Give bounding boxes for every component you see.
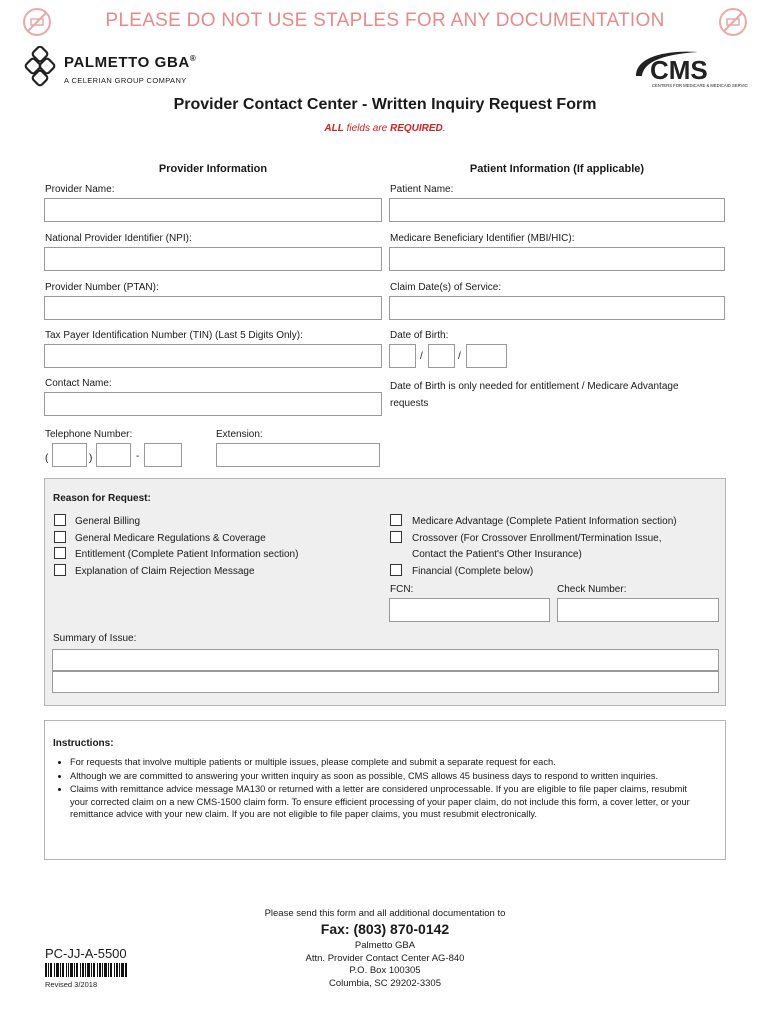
no-staples-banner: PLEASE DO NOT USE STAPLES FOR ANY DOCUMENTATION bbox=[105, 10, 665, 31]
checkbox-financial[interactable] bbox=[390, 564, 402, 576]
palmetto-logo-icon bbox=[24, 46, 60, 88]
ptan-field[interactable] bbox=[44, 296, 382, 320]
instruction-item: • Claims with remittance advice message MA130 or returned with a letter are considered unprocessable. If you are eligible to file paper claims, resubmit your corrected claim on a new CMS-1500 claim form. To ensure efficient processing of your paper claim, do not include this form, a cover letter, or your remittance advice with your new claim. If you are not eligible to file paper claims, you must resubmit electronically. bbox=[70, 783, 706, 821]
dates-of-service-field[interactable] bbox=[389, 296, 725, 320]
instruction-item: • For requests that involve multiple patients or multiple issues, please complete and submit a separate request for each. bbox=[70, 756, 706, 769]
required-note: ALL fields are REQUIRED. bbox=[324, 123, 446, 134]
check-number-label: Check Number: bbox=[557, 584, 627, 595]
patient-name-field[interactable] bbox=[389, 198, 725, 222]
summary-field-line-2[interactable] bbox=[52, 671, 719, 693]
provider-name-field[interactable] bbox=[44, 198, 382, 222]
ptan-label: Provider Number (PTAN): bbox=[45, 282, 159, 293]
fax-number: Fax: (803) 870-0142 bbox=[320, 921, 450, 937]
contact-name-label: Contact Name: bbox=[45, 378, 112, 389]
option-claim-rejection: Explanation of Claim Rejection Message bbox=[75, 566, 255, 577]
phone-open-paren: ( bbox=[45, 453, 49, 464]
svg-text:CMS: CMS bbox=[650, 55, 708, 85]
provider-info-heading: Provider Information bbox=[158, 163, 268, 175]
phone-close-paren: ) bbox=[89, 453, 93, 464]
extension-label: Extension: bbox=[216, 429, 263, 440]
checkbox-general-billing[interactable] bbox=[54, 514, 66, 526]
dob-label: Date of Birth: bbox=[390, 330, 449, 341]
phone-prefix-field[interactable] bbox=[96, 443, 131, 467]
instruction-item: • Although we are committed to answering your written inquiry as soon as possible, CMS allows 45 business days to respond to written inquiries. bbox=[70, 770, 706, 783]
option-crossover: Crossover (For Crossover Enrollment/Termination Issue, bbox=[412, 533, 662, 544]
fcn-label: FCN: bbox=[390, 584, 414, 595]
patient-info-heading: Patient Information (If applicable) bbox=[469, 163, 645, 175]
instructions-list bbox=[56, 756, 706, 822]
dob-month-field[interactable] bbox=[389, 344, 416, 368]
check-number-field[interactable] bbox=[557, 598, 719, 622]
option-general-regulations: General Medicare Regulations & Coverage bbox=[75, 533, 266, 544]
checkbox-claim-rejection[interactable] bbox=[54, 564, 66, 576]
option-crossover-cont: Contact the Patient's Other Insurance) bbox=[412, 549, 582, 560]
barcode-icon bbox=[45, 963, 127, 977]
dob-year-field[interactable] bbox=[466, 344, 507, 368]
cms-logo-icon bbox=[628, 46, 748, 92]
option-entitlement: Entitlement (Complete Patient Information section) bbox=[75, 549, 299, 560]
send-instructions: Please send this form and all additional documentation to bbox=[264, 908, 506, 919]
tin-field[interactable] bbox=[44, 344, 382, 368]
phone-dash: - bbox=[136, 451, 140, 462]
phone-line-field[interactable] bbox=[144, 443, 182, 467]
dob-slash: / bbox=[458, 351, 461, 362]
patient-name-label: Patient Name: bbox=[390, 184, 454, 195]
summary-label: Summary of Issue: bbox=[53, 633, 137, 644]
telephone-label: Telephone Number: bbox=[45, 429, 133, 440]
checkbox-entitlement[interactable] bbox=[54, 547, 66, 559]
palmetto-logo-subtitle: A CELERIAN GROUP COMPANY bbox=[64, 76, 187, 85]
option-general-billing: General Billing bbox=[75, 516, 141, 527]
dob-note: Date of Birth is only needed for entitlement / Medicare Advantage requests bbox=[390, 381, 679, 409]
svg-text:CENTERS FOR MEDICARE & MEDICAI: CENTERS FOR MEDICARE & MEDICAID SERVICES bbox=[652, 83, 748, 88]
phone-area-code-field[interactable] bbox=[52, 443, 87, 467]
mailing-address: Palmetto GBA Attn. Provider Contact Center AG-840 P.O. Box 100305 Columbia, SC 29202-3305 bbox=[305, 940, 465, 989]
provider-name-label: Provider Name: bbox=[45, 184, 115, 195]
contact-name-field[interactable] bbox=[44, 392, 382, 416]
mbi-label: Medicare Beneficiary Identifier (MBI/HIC): bbox=[390, 233, 575, 244]
reason-heading: Reason for Request: bbox=[53, 493, 151, 504]
palmetto-logo-name: PALMETTO GBA® bbox=[64, 54, 197, 71]
summary-field-line-1[interactable] bbox=[52, 649, 719, 671]
npi-field[interactable] bbox=[44, 247, 382, 271]
extension-field[interactable] bbox=[216, 443, 380, 467]
option-medicare-advantage: Medicare Advantage (Complete Patient Information section) bbox=[412, 516, 677, 527]
dob-slash: / bbox=[420, 351, 423, 362]
revised-date: Revised 3/2018 bbox=[45, 980, 98, 989]
dates-of-service-label: Claim Date(s) of Service: bbox=[390, 282, 502, 293]
checkbox-medicare-advantage[interactable] bbox=[390, 514, 402, 526]
npi-label: National Provider Identifier (NPI): bbox=[45, 233, 192, 244]
tin-label: Tax Payer Identification Number (TIN) (Last 5 Digits Only): bbox=[45, 330, 303, 341]
option-financial: Financial (Complete below) bbox=[412, 566, 534, 577]
mbi-field[interactable] bbox=[389, 247, 725, 271]
dob-day-field[interactable] bbox=[428, 344, 455, 368]
fcn-field[interactable] bbox=[389, 598, 550, 622]
form-id: PC-JJ-A-5500 bbox=[45, 946, 127, 961]
form-title: Provider Contact Center - Written Inquiry Request Form bbox=[173, 96, 597, 113]
checkbox-crossover[interactable] bbox=[390, 531, 402, 543]
checkbox-general-regulations[interactable] bbox=[54, 531, 66, 543]
instructions-heading: Instructions: bbox=[53, 738, 114, 749]
